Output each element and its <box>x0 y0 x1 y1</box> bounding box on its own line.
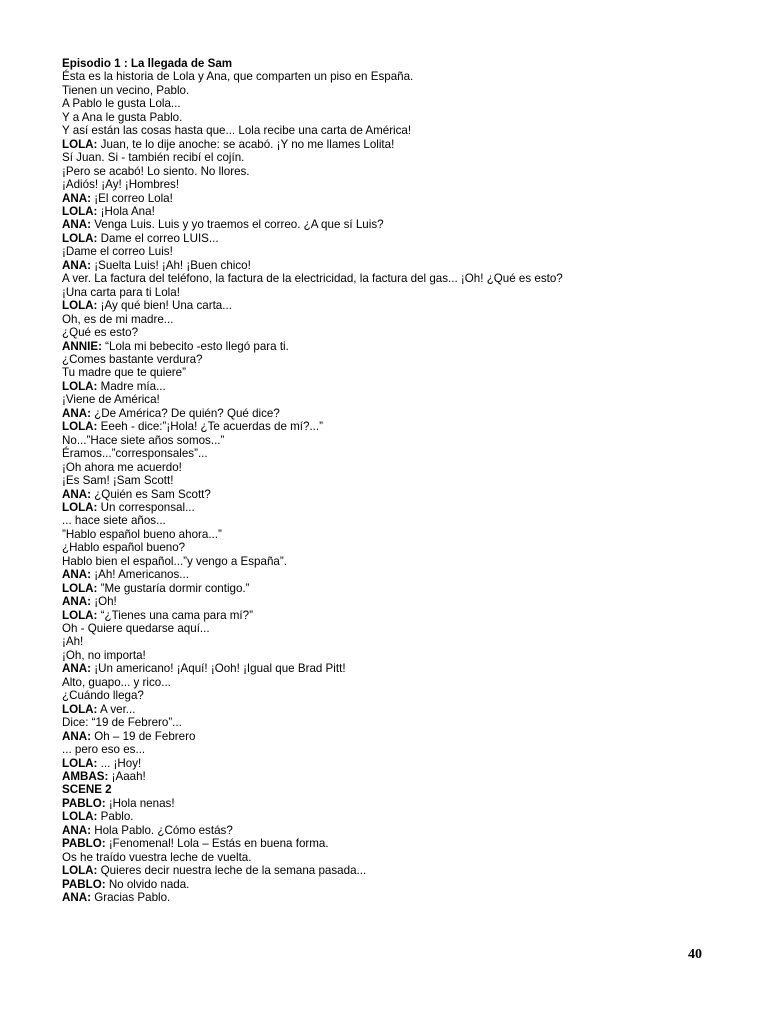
speaker-label: LOLA: <box>62 810 98 824</box>
transcript-line <box>62 97 722 110</box>
line-text: ¿Comes bastante verdura? <box>62 352 203 366</box>
line-text: ¡Pero se acabó! Lo siento. No llores. <box>62 164 250 178</box>
speaker-label: ANA: <box>62 218 91 232</box>
document-body <box>62 57 722 905</box>
line-text: ¡Hola nenas! <box>108 796 175 810</box>
speaker-label: PABLO: <box>62 796 106 810</box>
transcript-line <box>62 649 722 662</box>
speaker-label: AMBAS: <box>62 770 109 784</box>
line-text: Y así están las cosas hasta que... Lola recibe una carta de América! <box>62 124 412 138</box>
line-text: Pablo. <box>100 810 134 824</box>
speaker-label: LOLA: <box>62 864 98 878</box>
transcript-line <box>62 111 722 124</box>
line-text: Sí Juan. Si - también recibí el cojín. <box>62 151 245 165</box>
line-text: Alto, guapo... y rico... <box>62 675 171 689</box>
transcript-line <box>62 192 722 205</box>
line-text: No olvido nada. <box>108 877 190 891</box>
speaker-label: PABLO: <box>62 837 106 851</box>
line-text: ¡Fenomenal! Lola – Estás en buena forma. <box>108 837 329 851</box>
page-number: 40 <box>688 947 702 962</box>
transcript-line <box>62 824 722 837</box>
transcript-line <box>62 716 722 729</box>
line-text: Oh, es de mi madre... <box>62 312 174 326</box>
transcript-line <box>62 676 722 689</box>
line-text: ¡Viene de América! <box>62 393 160 407</box>
line-text: Hola Pablo. ¿Cómo estás? <box>94 823 233 837</box>
transcript-line <box>62 770 722 783</box>
transcript-line <box>62 878 722 891</box>
transcript-line <box>62 501 722 514</box>
transcript-line <box>62 662 722 675</box>
transcript-line <box>62 810 722 823</box>
line-text: ¡Oh! <box>94 595 117 609</box>
line-text: ... pero eso es... <box>62 743 146 757</box>
line-text: ¡Ay qué bien! Una carta... <box>100 299 232 313</box>
line-text: SCENE 2 <box>62 783 112 797</box>
speaker-label: ANA: <box>62 729 91 743</box>
transcript-line <box>62 689 722 702</box>
transcript-line <box>62 434 722 447</box>
transcript-line <box>62 420 722 433</box>
line-text: Éramos...”corresponsales”... <box>62 447 208 461</box>
speaker-label: LOLA: <box>62 231 98 245</box>
line-text: ... ¡Hoy! <box>100 756 142 770</box>
line-text: ”Me gustaría dormir contigo.” <box>100 581 250 595</box>
line-text: ¡Adiós! ¡Ay! ¡Hombres! <box>62 178 180 192</box>
line-text: Oh – 19 de Febrero <box>94 729 196 743</box>
speaker-label: LOLA: <box>62 379 98 393</box>
transcript-line <box>62 353 722 366</box>
line-text: ¿Cuándo llega? <box>62 689 144 703</box>
speaker-label: PABLO: <box>62 877 106 891</box>
transcript-line <box>62 703 722 716</box>
line-text: ¡Ah! Americanos... <box>94 568 189 582</box>
speaker-label: LOLA: <box>62 500 98 514</box>
line-text: Juan, te lo dije anoche: se acabó. ¡Y no me llames Lolita! <box>100 137 395 151</box>
transcript-line <box>62 165 722 178</box>
transcript-line <box>62 555 722 568</box>
line-text: A ver... <box>100 702 136 716</box>
line-text: Dice: “19 de Febrero”... <box>62 716 182 730</box>
speaker-label: LOLA: <box>62 608 98 622</box>
speaker-label: LOLA: <box>62 581 98 595</box>
transcript-line <box>62 447 722 460</box>
speaker-label: ANA: <box>62 662 91 676</box>
transcript-line <box>62 488 722 501</box>
transcript-line <box>62 380 722 393</box>
speaker-label: ANA: <box>62 258 91 272</box>
line-text: ¿Hablo español bueno? <box>62 541 186 555</box>
transcript-line <box>62 340 722 353</box>
transcript-line <box>62 178 722 191</box>
line-text: ¡Dame el correo Luis! <box>62 245 173 259</box>
line-text: Un corresponsal... <box>100 500 195 514</box>
transcript-line <box>62 232 722 245</box>
speaker-label: LOLA: <box>62 756 98 770</box>
transcript-line <box>62 138 722 151</box>
transcript-line <box>62 635 722 648</box>
line-text: Ésta es la historia de Lola y Ana, que comparten un piso en España. <box>62 70 414 84</box>
transcript-line <box>62 124 722 137</box>
line-text: A ver. La factura del teléfono, la factura de la electricidad, la factura del gas... ¡Oh! ¿Qué es esto? <box>62 272 563 286</box>
transcript-line <box>62 218 722 231</box>
transcript-line <box>62 609 722 622</box>
line-text: A Pablo le gusta Lola... <box>62 97 181 111</box>
transcript-line <box>62 582 722 595</box>
transcript-line <box>62 259 722 272</box>
line-text: ¡Un americano! ¡Aquí! ¡Ooh! ¡Igual que Brad Pitt! <box>94 662 346 676</box>
speaker-label: LOLA: <box>62 702 98 716</box>
line-text: Y a Ana le gusta Pablo. <box>62 110 183 124</box>
line-text: ¿Quién es Sam Scott? <box>94 487 211 501</box>
speaker-label: LOLA: <box>62 420 98 434</box>
transcript-line <box>62 407 722 420</box>
transcript-line <box>62 461 722 474</box>
line-text: Eeeh - dice:”¡Hola! ¿Te acuerdas de mí?...” <box>100 420 323 434</box>
line-text: ¡Oh, no importa! <box>62 648 146 662</box>
line-text: ... hace siete años... <box>62 514 166 528</box>
line-text: ¿De América? De quién? Qué dice? <box>94 406 280 420</box>
transcript-line <box>62 84 722 97</box>
transcript-line <box>62 541 722 554</box>
transcript-line <box>62 299 722 312</box>
transcript-line <box>62 366 722 379</box>
transcript-line <box>62 568 722 581</box>
line-text: Quieres decir nuestra leche de la semana pasada... <box>100 864 367 878</box>
line-text: ¿Qué es esto? <box>62 326 139 340</box>
line-text: Dame el correo LUIS... <box>100 231 219 245</box>
speaker-label: LOLA: <box>62 204 98 218</box>
line-text: ”Hablo español bueno ahora...” <box>62 527 222 541</box>
transcript-line <box>62 393 722 406</box>
speaker-label: LOLA: <box>62 299 98 313</box>
transcript-line <box>62 891 722 904</box>
speaker-label: ANA: <box>62 487 91 501</box>
transcript-line <box>62 205 722 218</box>
line-text: ¡Suelta Luis! ¡Ah! ¡Buen chico! <box>94 258 251 272</box>
speaker-label: ANA: <box>62 823 91 837</box>
transcript-line <box>62 151 722 164</box>
transcript-line <box>62 851 722 864</box>
speaker-label: ANA: <box>62 595 91 609</box>
line-text: “Lola mi bebecito -esto llegó para ti. <box>105 339 289 353</box>
transcript-line <box>62 730 722 743</box>
transcript-line <box>62 622 722 635</box>
episode-title <box>62 57 722 70</box>
line-text: ¡Hola Ana! <box>100 204 155 218</box>
line-text: Os he traído vuestra leche de vuelta. <box>62 850 252 864</box>
line-text: Tu madre que te quiere” <box>62 366 186 380</box>
speaker-label: ANA: <box>62 191 91 205</box>
transcript-line <box>62 743 722 756</box>
line-text: ¡Ah! <box>62 635 84 649</box>
line-text: ¡Oh ahora me acuerdo! <box>62 460 182 474</box>
transcript-line <box>62 757 722 770</box>
transcript-line <box>62 514 722 527</box>
transcript-line <box>62 797 722 810</box>
line-text: Venga Luis. Luis y yo traemos el correo. ¿A que sí Luis? <box>94 218 384 232</box>
speaker-label: LOLA: <box>62 137 98 151</box>
line-text: ¡El correo Lola! <box>94 191 173 205</box>
transcript-line <box>62 313 722 326</box>
transcript-line <box>62 474 722 487</box>
transcript-line <box>62 272 722 285</box>
transcript-line <box>62 70 722 83</box>
speaker-label: ANA: <box>62 568 91 582</box>
line-text: Tienen un vecino, Pablo. <box>62 83 190 97</box>
transcript-line <box>62 595 722 608</box>
transcript-line <box>62 864 722 877</box>
line-text: “¿Tienes una cama para mí?” <box>100 608 253 622</box>
line-text: Episodio 1 : La llegada de Sam <box>62 57 233 70</box>
line-text: Hablo bien el español...”y vengo a España”. <box>62 554 287 568</box>
transcript-line <box>62 326 722 339</box>
transcript-line <box>62 837 722 850</box>
line-text: No...”Hace siete años somos...” <box>62 433 225 447</box>
line-text: ¡Una carta para ti Lola! <box>62 285 180 299</box>
transcript-line <box>62 528 722 541</box>
line-text: ¡Es Sam! ¡Sam Scott! <box>62 474 174 488</box>
line-text: Gracias Pablo. <box>94 891 171 905</box>
transcript-line <box>62 286 722 299</box>
line-text: Madre mía... <box>100 379 166 393</box>
line-text: ¡Aaah! <box>111 770 146 784</box>
scene-heading <box>62 783 722 796</box>
speaker-label: ANA: <box>62 891 91 905</box>
speaker-label: ANA: <box>62 406 91 420</box>
line-text: Oh - Quiere quedarse aquí... <box>62 622 210 636</box>
speaker-label: ANNIE: <box>62 339 102 353</box>
transcript-line <box>62 245 722 258</box>
